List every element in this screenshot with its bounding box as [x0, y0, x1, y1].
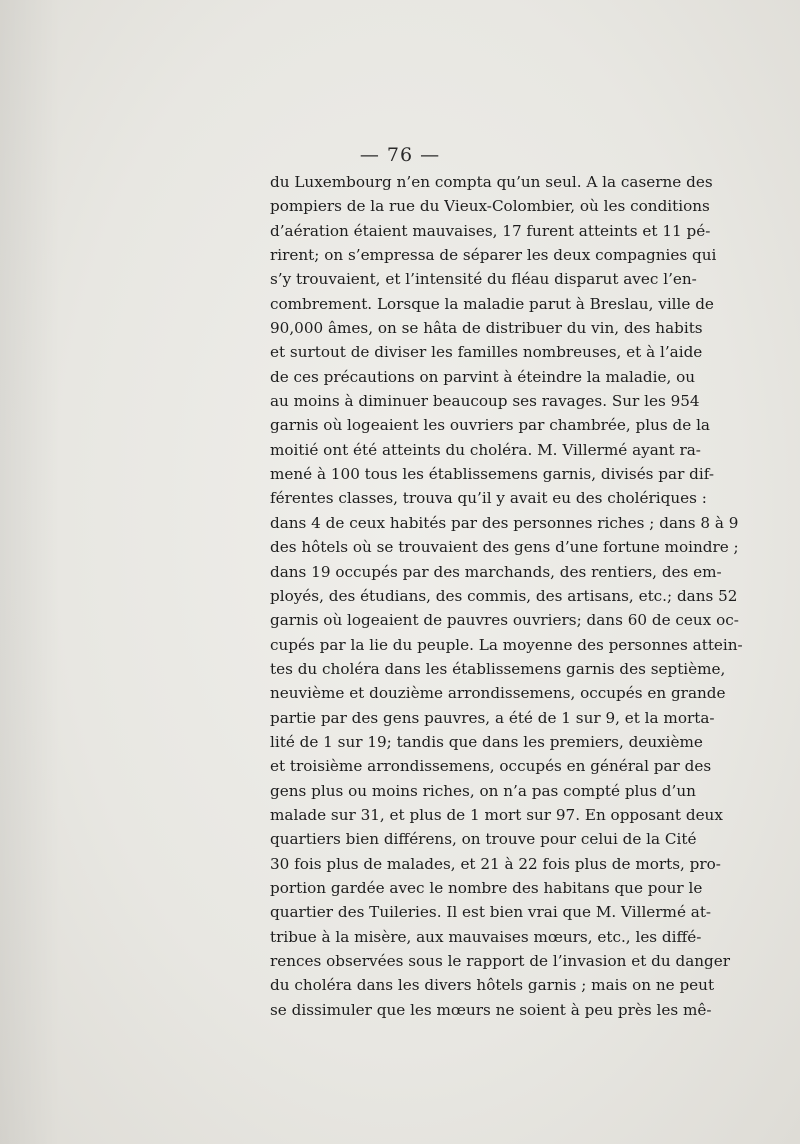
text-line: dans 4 de ceux habités par des personnes riches ; dans 8 à 9 [270, 513, 739, 532]
text-line: neuvième et douzième arrondissemens, occupés en grande [270, 684, 726, 703]
text-line: 90,000 âmes, on se hâta de distribuer du vin, des habits [270, 319, 703, 338]
text-line: moitié ont été atteints du choléra. M. Villermé ayant ra- [270, 440, 701, 459]
body-text [270, 170, 743, 1022]
text-line: cupés par la lie du peuple. La moyenne des personnes attein- [270, 635, 743, 654]
text-line: rences observées sous le rapport de l’invasion et du danger [270, 952, 731, 970]
text-line: gens plus ou moins riches, on n’a pas compté plus d’un [270, 781, 696, 800]
text-line: férentes classes, trouva qu’il y avait eu des cholériques : [270, 489, 707, 508]
text-line: dans 19 occupés par des marchands, des rentiers, des em- [270, 562, 722, 581]
text-line: se dissimuler que les mœurs ne soient à peu près les mê- [270, 1000, 712, 1019]
text-line: ployés, des étudians, des commis, des artisans, etc.; dans 52 [270, 586, 738, 605]
text-line: portion gardée avec le nombre des habitans que pour le [270, 878, 703, 897]
text-line: de ces précautions on parvint à éteindre la maladie, ou [270, 367, 696, 386]
text-line: malade sur 31, et plus de 1 mort sur 97. En opposant deux [270, 805, 723, 824]
text-line: combrement. Lorsque la maladie parut à Breslau, ville de [270, 294, 714, 313]
text-line: et troisième arrondissemens, occupés en général par des [270, 757, 712, 776]
text-line: rirent; on s’empressa de séparer les deux compagnies qui [270, 246, 717, 265]
page-number: — 76 — [359, 144, 441, 166]
text-line: des hôtels où se trouvaient des gens d’une fortune moindre ; [270, 538, 739, 557]
text-line: du choléra dans les divers hôtels garnis ; mais on ne peut [270, 976, 715, 995]
text-line: partie par des gens pauvres, a été de 1 sur 9, et la morta- [270, 708, 715, 727]
text-line: lité de 1 sur 19; tandis que dans les premiers, deuxième [270, 732, 703, 751]
text-line: tes du choléra dans les établissemens garnis des septième, [270, 659, 726, 678]
text-line: mené à 100 tous les établissemens garnis, divisés par dif- [270, 465, 714, 484]
text-line: garnis où logeaient de pauvres ouvriers; dans 60 de ceux oc- [270, 611, 739, 630]
text-line: quartiers bien différens, on trouve pour celui de la Cité [270, 830, 697, 849]
text-line: s’y trouvaient, et l’intensité du fléau disparut avec l’en- [270, 270, 697, 289]
text-line: d’aération étaient mauvaises, 17 furent atteints et 11 pé- [270, 221, 711, 240]
text-line: au moins à diminuer beaucoup ses ravages. Sur les 954 [270, 392, 700, 411]
text-line: et surtout de diviser les familles nombreuses, et à l’aide [270, 343, 703, 362]
text-line: tribue à la misère, aux mauvaises mœurs, etc., les diffé- [270, 927, 702, 946]
text-line: quartier des Tuileries. Il est bien vrai que M. Villermé at- [270, 903, 712, 922]
gutter-shadow [0, 0, 60, 1144]
text-line: garnis où logeaient les ouvriers par chambrée, plus de la [270, 416, 710, 435]
text-line: pompiers de la rue du Vieux-Colombier, où les conditions [270, 197, 710, 216]
text-line: du Luxembourg n’en compta qu’un seul. A la caserne des [270, 173, 713, 191]
text-line: 30 fois plus de malades, et 21 à 22 fois plus de morts, pro- [270, 854, 721, 873]
